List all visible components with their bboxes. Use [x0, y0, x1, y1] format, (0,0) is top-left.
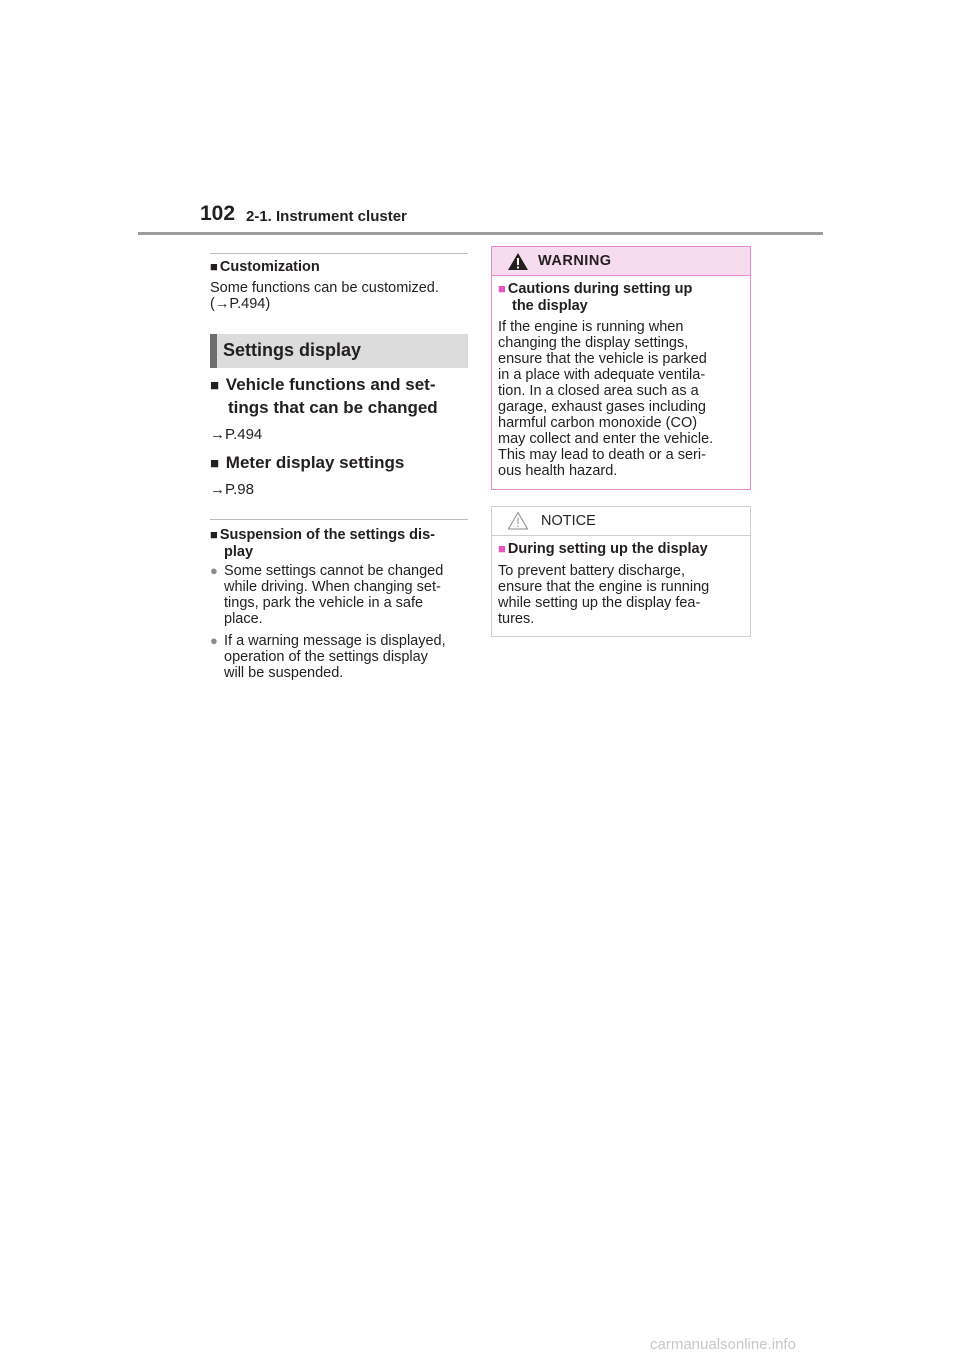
page-reference[interactable]: (→P.494) — [210, 296, 271, 312]
banner-accent-bar — [210, 334, 217, 368]
square-bullet-icon: ■ — [210, 377, 220, 394]
divider — [210, 519, 468, 520]
customization-text: Some functions can be customized. (→P.494) — [210, 280, 468, 312]
warning-title: WARNING — [538, 253, 612, 269]
settings-display-title: Settings display — [223, 340, 362, 360]
suspension-heading: ■ Suspension of the settings dis- play — [210, 527, 435, 560]
vehicle-functions-heading: ■ Vehicle functions and set- tings that can be changed — [210, 375, 438, 417]
list-item: ● If a warning message is displayed, operation of the settings display will be suspended. — [210, 633, 446, 681]
square-bullet-icon: ■ — [210, 259, 218, 274]
warning-heading: ■ Cautions during setting up the display — [498, 281, 693, 314]
suspension-bullets — [210, 563, 468, 681]
vehicle-functions-ref[interactable]: →P.494 — [210, 426, 263, 443]
header-rule — [138, 232, 823, 235]
circle-bullet-icon: ● — [210, 633, 218, 648]
circle-bullet-icon: ● — [210, 563, 218, 578]
warning-header — [492, 247, 750, 276]
list-item: ● Some settings cannot be changed while driving. When changing set- tings, park the vehicle in a safe place. — [210, 563, 444, 627]
square-bullet-icon: ■ — [498, 281, 506, 296]
customization-heading: ■ Customization — [210, 259, 320, 275]
watermark: carmanualsonline.info — [650, 1336, 796, 1353]
notice-title: NOTICE — [541, 513, 596, 529]
square-bullet-icon: ■ — [498, 541, 506, 556]
warning-triangle-icon — [507, 252, 529, 271]
page-number: 102 — [200, 202, 236, 225]
meter-display-heading: ■ Meter display settings — [210, 453, 405, 472]
divider — [210, 253, 468, 254]
notice-header — [492, 507, 750, 536]
section-title: 2-1. Instrument cluster — [246, 208, 407, 225]
notice-text: To prevent battery discharge, ensure that the engine is running while setting up the display fea- tures. — [498, 563, 710, 627]
notice-triangle-icon — [507, 511, 529, 530]
square-bullet-icon: ■ — [210, 455, 220, 472]
meter-display-ref[interactable]: →P.98 — [210, 481, 254, 498]
warning-text: If the engine is running when changing the display settings, ensure that the vehicle is parked in a place with adequate ventila- tion. In a closed area such as a garage, exhaust gases including harmful carbon monoxide (CO) may collect and enter the vehicle. This may lead to death or a seri- ous health hazard. — [498, 319, 714, 479]
square-bullet-icon: ■ — [210, 527, 218, 542]
notice-heading: ■ During setting up the display — [498, 541, 708, 557]
